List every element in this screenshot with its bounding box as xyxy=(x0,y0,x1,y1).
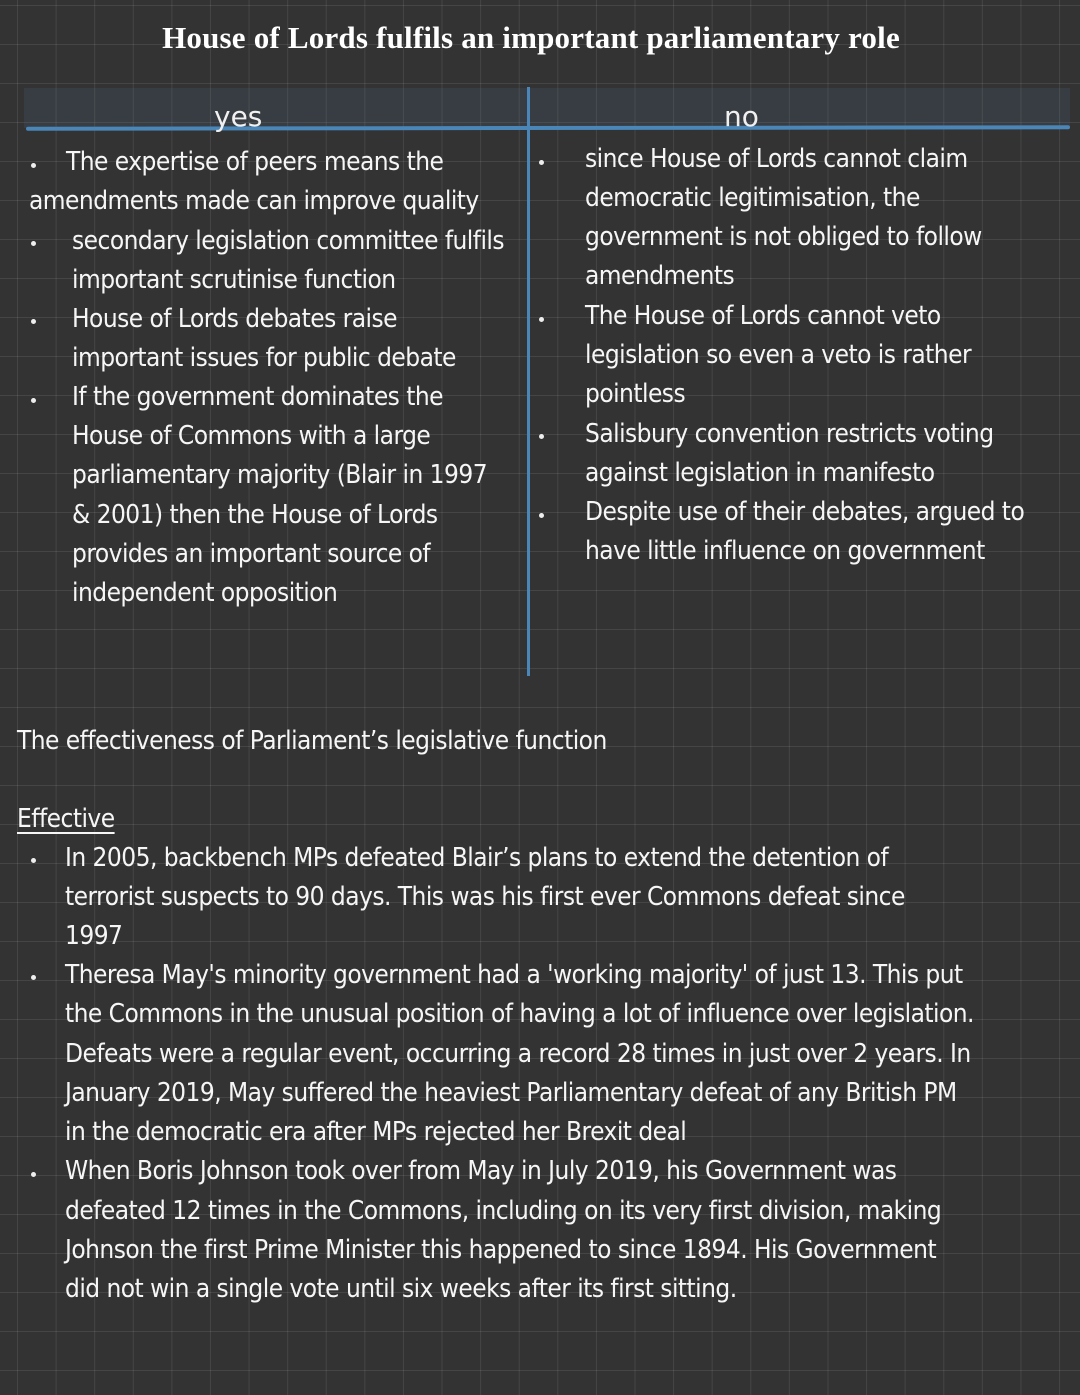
bullet-icon xyxy=(539,160,544,165)
no-item-2-line-3: pointless xyxy=(585,379,686,409)
bullet-icon xyxy=(31,1172,36,1177)
bullet-icon xyxy=(539,513,544,518)
effective-item-1-line-3: 1997 xyxy=(65,921,123,951)
bullet-icon xyxy=(539,317,544,322)
effective-item-2-line-5: in the democratic era after MPs rejected her Brexit deal xyxy=(65,1117,687,1147)
effective-item-1-line-2: terrorist suspects to 90 days. This was his first ever Commons defeat since xyxy=(65,882,905,912)
no-item-2-line-1: The House of Lords cannot veto xyxy=(585,301,941,331)
bullet-icon xyxy=(31,858,36,863)
table-column-divider xyxy=(527,87,530,676)
bullet-icon xyxy=(31,319,36,324)
yes-item-2-line-2: important scrutinise function xyxy=(72,265,396,295)
yes-item-4-line-4: & 2001) then the House of Lords xyxy=(72,500,438,530)
no-item-1-line-1: since House of Lords cannot claim xyxy=(585,144,968,174)
no-item-2-line-2: legislation so even a veto is rather xyxy=(585,340,972,370)
no-item-3-line-1: Salisbury convention restricts voting xyxy=(585,419,994,449)
yes-item-4-line-5: provides an important source of xyxy=(72,539,431,569)
effective-item-3-line-3: Johnson the first Prime Minister this happened to since 1894. His Government xyxy=(65,1235,937,1265)
yes-item-4-line-3: parliamentary majority (Blair in 1997 xyxy=(72,460,488,490)
effective-item-1-line-1: In 2005, backbench MPs defeated Blair’s plans to extend the detention of xyxy=(65,843,889,873)
bullet-icon xyxy=(31,975,36,980)
effective-item-3-line-4: did not win a single vote until six weeks after its first sitting. xyxy=(65,1274,737,1304)
effective-item-3-line-1: When Boris Johnson took over from May in July 2019, his Government was xyxy=(65,1156,897,1186)
table-header-divider xyxy=(26,125,1070,130)
yes-item-2-line-1: secondary legislation committee fulfils xyxy=(72,226,505,256)
effective-subheading: Effective xyxy=(17,804,115,834)
no-item-1-line-4: amendments xyxy=(585,261,735,291)
yes-item-4-line-2: House of Commons with a large xyxy=(72,421,431,451)
section-title: The effectiveness of Parliament’s legislative function xyxy=(17,726,607,756)
effective-item-2-line-1: Theresa May's minority government had a 'working majority' of just 13. This put xyxy=(65,960,963,990)
yes-item-3-line-2: important issues for public debate xyxy=(72,343,456,373)
no-item-3-line-2: against legislation in manifesto xyxy=(585,458,935,488)
yes-item-3-line-1: House of Lords debates raise xyxy=(72,304,397,334)
bullet-icon xyxy=(31,241,36,246)
bullet-icon xyxy=(31,398,36,403)
yes-item-1-line-2: amendments made can improve quality xyxy=(29,186,479,216)
yes-item-1-line-1: The expertise of peers means the xyxy=(66,147,444,177)
effective-item-3-line-2: defeated 12 times in the Commons, including on its very first division, making xyxy=(65,1196,942,1226)
effective-item-2-line-4: January 2019, May suffered the heaviest Parliamentary defeat of any British PM xyxy=(65,1078,957,1108)
page-title: House of Lords fulfils an important parliamentary role xyxy=(162,20,900,55)
no-item-1-line-2: democratic legitimisation, the xyxy=(585,183,920,213)
no-item-1-line-3: government is not obliged to follow xyxy=(585,222,982,252)
effective-item-2-line-2: the Commons in the unusual position of having a lot of influence over legislation. xyxy=(65,999,974,1029)
table-header-band xyxy=(24,88,1070,128)
yes-item-4-line-6: independent opposition xyxy=(72,578,338,608)
bullet-icon xyxy=(31,163,36,168)
no-item-4-line-2: have little influence on government xyxy=(585,536,985,566)
effective-item-2-line-3: Defeats were a regular event, occurring a record 28 times in just over 2 years. In xyxy=(65,1039,971,1069)
yes-item-4-line-1: If the government dominates the xyxy=(72,382,444,412)
no-item-4-line-1: Despite use of their debates, argued to xyxy=(585,497,1025,527)
no-column-header: no xyxy=(724,100,759,133)
yes-column-header: yes xyxy=(214,100,263,133)
bullet-icon xyxy=(539,434,544,439)
